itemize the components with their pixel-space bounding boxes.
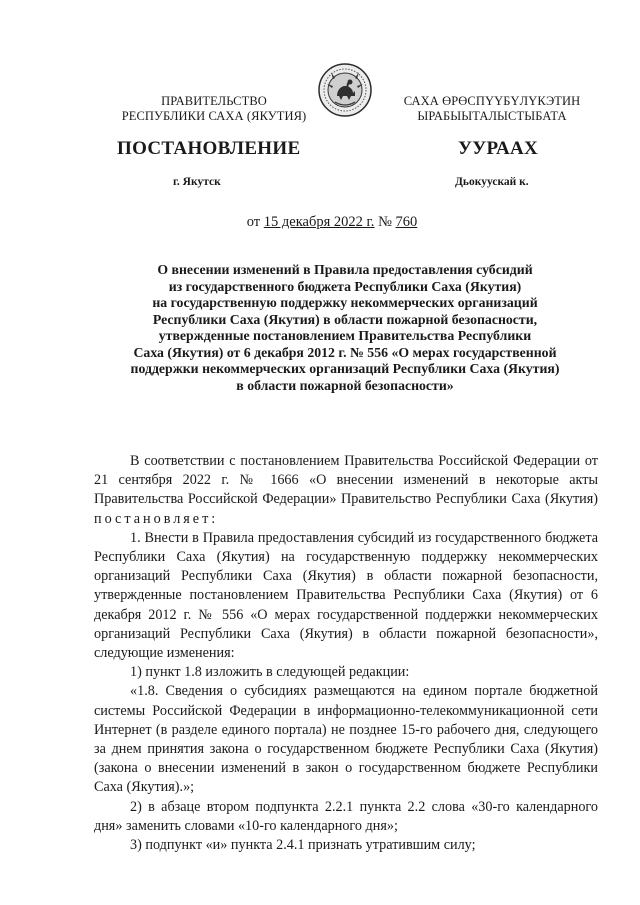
header-left-line-1: ПРАВИТЕЛЬСТВО bbox=[161, 94, 267, 108]
coat-of-arms-emblem-icon bbox=[317, 62, 373, 118]
doc-type-sakha: УУРААХ bbox=[458, 138, 539, 159]
preamble-paragraph bbox=[94, 452, 598, 529]
city-sakha: Дьокуускай к. bbox=[455, 176, 529, 188]
header-right-line-1: САХА ӨРӨСПҮҮБҮЛҮКЭТИН bbox=[403, 94, 581, 108]
paragraph-item-2: 2) в абзаце втором подпункта 2.2.1 пункта 2.2 слова «30-го календарного дня» заменить словами «10-го календарного дня»; bbox=[94, 798, 598, 834]
header-right bbox=[382, 94, 602, 124]
paragraph-1: 1. Внести в Правила предоставления субсидий из государственного бюджета Республики Саха (Якутия) на государственную поддержку некоммерческих организаций Республики Саха (Якутия) в области пожарной безопасности, утвержденные постановлением Правительства Республики Саха (Якутия) от 6 декабря 2012 г. № 556 «О мерах государственной поддержки некоммерческих организаций Республики Саха (Якутия) в области пожарной безопасности», следующие изменения: bbox=[94, 529, 598, 662]
number-sign: № bbox=[374, 214, 396, 230]
date-line bbox=[0, 214, 640, 231]
header-right-line-2: ЫРАБЫЫТАЛЫСТЫБАТА bbox=[417, 109, 567, 123]
decree-word: постановляет: bbox=[94, 510, 219, 527]
title-line: поддержки некоммерческих организаций Республики Саха (Якутия) bbox=[130, 361, 560, 376]
preamble-text: В соответствии с постановлением Правительства Российской Федерации от 21 сентября 2022 г. № 1666 «О внесении изменений в некоторые акты Правительства Российской Федерации» Правительство Республики Саха (Якутия) bbox=[94, 453, 598, 508]
title-line: Республики Саха (Якутия) в области пожарной безопасности, bbox=[152, 311, 538, 327]
paragraph-quote: «1.8. Сведения о субсидиях размещаются на едином портале бюджетной системы Российской Федерации в информационно-телекоммуникационной сети Интернет (в разделе единого портала) не позднее 15-го рабочего дня, следующего за днем принятия закона о государственном бюджете Республики Саха (Якутия) (закона о внесении изменений в закон о государственном бюджете Республики Саха (Якутия).»; bbox=[94, 683, 598, 796]
title-line: на государственную поддержку некоммерческих организаций bbox=[152, 295, 538, 310]
paragraph-item-3: 3) подпункт «и» пункта 2.4.1 признать утратившим силу; bbox=[130, 837, 476, 854]
title-line: О внесении изменений в Правила предоставления субсидий bbox=[157, 262, 533, 277]
header-left bbox=[104, 94, 324, 124]
paragraph-item-1: 1) пункт 1.8 изложить в следующей редакции: bbox=[130, 664, 410, 681]
document-body bbox=[94, 452, 598, 855]
document-title bbox=[110, 262, 580, 394]
title-line: утвержденные постановлением Правительства Республики bbox=[158, 328, 532, 343]
decree-number: 760 bbox=[395, 214, 418, 230]
title-line: в области пожарной безопасности» bbox=[236, 377, 454, 393]
header-left-line-2: РЕСПУБЛИКИ САХА (ЯКУТИЯ) bbox=[121, 109, 307, 123]
decree-date: 15 декабря 2022 г. bbox=[263, 214, 375, 230]
title-line: Саха (Якутия) от 6 декабря 2012 г. № 556 «О мерах государственной bbox=[133, 344, 557, 360]
title-line: из государственного бюджета Республики Саха (Якутия) bbox=[168, 278, 522, 294]
doc-type-ru: ПОСТАНОВЛЕНИЕ bbox=[117, 138, 301, 159]
date-prefix: от bbox=[246, 214, 264, 230]
city-ru: г. Якутск bbox=[173, 176, 221, 188]
